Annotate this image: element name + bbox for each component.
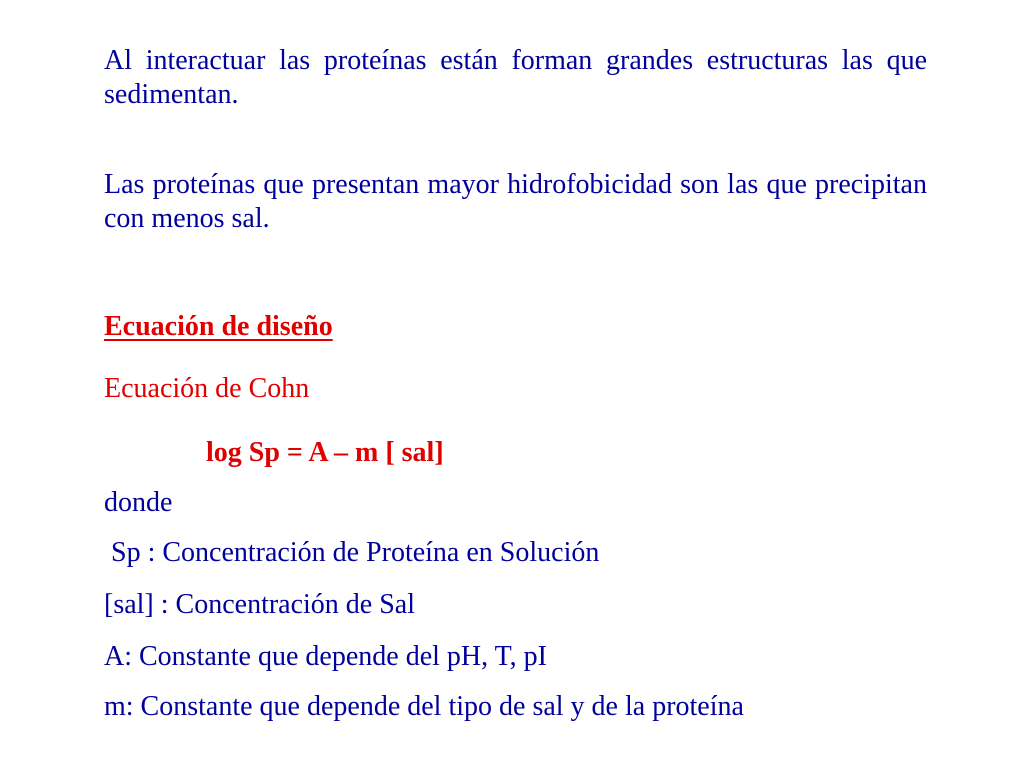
cohn-equation-subheading: Ecuación de Cohn <box>104 373 310 404</box>
definition-a: A: Constante que depende del pH, T, pI <box>104 641 547 672</box>
cohn-equation-formula: log Sp = A – m [ sal] <box>206 437 444 468</box>
definition-sp: Sp : Concentración de Proteína en Solución <box>104 537 600 568</box>
intro-paragraph-hydrophobicity: Las proteínas que presentan mayor hidrofobicidad son las que precipitan con menos sal. <box>104 169 927 234</box>
definition-sal: [sal] : Concentración de Sal <box>104 589 416 620</box>
definition-m: m: Constante que depende del tipo de sal y de la proteína <box>104 691 744 722</box>
design-equation-heading: Ecuación de diseño <box>104 311 333 342</box>
intro-paragraph-sedimentation: Al interactuar las proteínas están forman grandes estructuras las que sedimentan. <box>104 45 927 110</box>
where-label: donde <box>104 487 173 518</box>
